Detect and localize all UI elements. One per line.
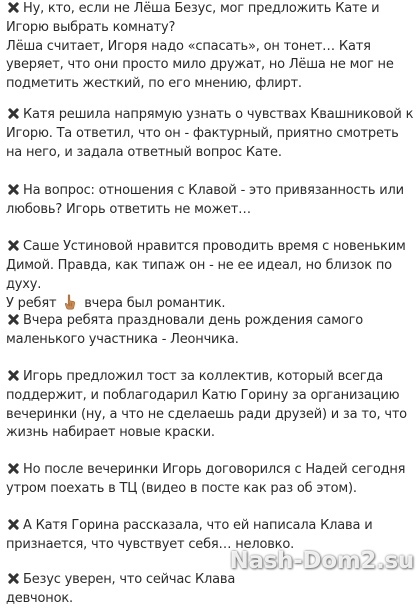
item-text-continuation: девчонок. xyxy=(6,590,73,606)
cross-mark-icon xyxy=(8,463,19,474)
item-text: На вопрос: отношения с Клавой - это привязанность или любовь? Игорь ответить не может… xyxy=(6,183,404,217)
item-text: А Катя Горина рассказала, что ей написала Клава и признается, что чувствует себя… неловко. xyxy=(6,518,373,552)
list-item xyxy=(6,106,416,162)
site-watermark: Nash-Dom2.su xyxy=(229,548,414,574)
item-text: Но после вечеринки Игорь договорился с Надей сегодня утром поехать в ТЦ (видео в посте как раз об этом). xyxy=(6,462,406,496)
cross-mark-icon xyxy=(8,240,19,251)
cross-mark-icon xyxy=(8,573,19,584)
item-text: Катя решила напрямую узнать о чувствах Квашниковой к Игорю. Та ответил, что он - фактурный, приятно смотреть на него, и задала ответный вопрос Кате. xyxy=(6,107,414,160)
cross-mark-icon xyxy=(8,184,19,195)
list-item xyxy=(6,0,416,94)
list-item xyxy=(6,461,416,499)
list-item xyxy=(6,368,416,443)
item-text: Саше Устиновой нравится проводить время с новеньким Димой. Правда, как типаж он - не ее идеал, но близок по духу. xyxy=(6,239,406,292)
cross-mark-icon xyxy=(8,370,19,381)
item-text: Безус уверен, что сейчас Клава xyxy=(23,572,236,587)
list-item xyxy=(6,182,416,220)
item-text-tail: вчера был романтик. xyxy=(84,296,226,312)
cross-mark-icon xyxy=(8,519,19,530)
item-text-tail: У ребят xyxy=(6,296,57,312)
list-item xyxy=(6,571,416,609)
cross-mark-icon xyxy=(8,2,19,13)
list-item xyxy=(6,238,416,314)
item-text: Вчера ребята праздновали день рождения самого маленького участника - Леончика. xyxy=(6,313,364,347)
item-text: Игорь предложил тост за коллектив, который всегда поддержит, и поблагодарил Катю Горину за организацию вечеринки (ну, а что не сделаешь ради друзей) и за то, что жизнь набирает новые краски. xyxy=(6,369,407,441)
index-pointing-up-icon xyxy=(62,294,78,310)
item-text: Ну, кто, если не Лёша Безус, мог предложить Кате и Игорю выбрать комнату? Лёша считает, Игоря надо «спасать», он тонет… Катя уверяет, что они просто мило дружат, но Лёша не мог не подметить жесткий, по его мнению, флирт. xyxy=(6,1,394,92)
list-item xyxy=(6,312,416,350)
cross-mark-icon xyxy=(8,108,19,119)
cross-mark-icon xyxy=(8,314,19,325)
